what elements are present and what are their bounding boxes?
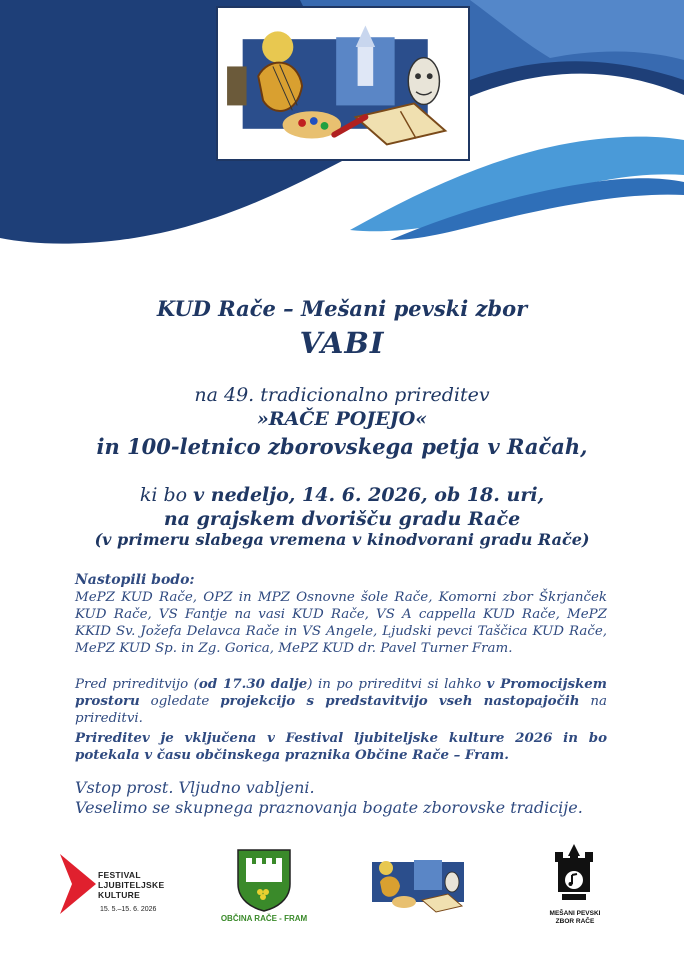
performers-list: MePZ KUD Rače, OPZ in MPZ Osnovne šole Rače, Komorni zbor Škrjanček KUD Rače, VS Fantje na vasi KUD Rače, VS A cappella KUD Rače, MePZ KKID Sv. Jožefa Delavca Rače in VS Angele, Ljudski pevci Taščica KUD Rače, MePZ KUD Sp. in Zg. Gorica, MePZ KUD dr. Pavel Turner Fram. (75, 590, 607, 656)
info-promo-space: v Promocijskem prostoru (75, 676, 607, 709)
mpz-logo-line-2: ZBOR RAČE (555, 918, 595, 925)
closing-line-2: Veselimo se skupnega praznovanja bogate zborovske tradicije. (75, 798, 583, 817)
info-text-3: ogledate (139, 694, 221, 709)
event-when: v nedeljo, 14. 6. 2026, ob 18. uri, (193, 484, 545, 506)
festival-logo-arrow-icon (58, 852, 98, 916)
mpz-logo-line-1: MEŠANI PEVSKI (549, 910, 601, 917)
event-name: »RAČE POJEJO« (256, 408, 428, 430)
organizer-title: KUD Rače – Mešani pevski zbor (156, 296, 528, 321)
info-text-1: Pred prireditvijo ( (75, 677, 199, 692)
event-anniversary: in 100-letnico zborovskega petja v Račah, (96, 434, 588, 459)
festival-note: Prireditev je vključena v Festival ljubiteljske kulture 2026 in bo potekala v času občinskega praznika Občine Rače – Fram. (75, 730, 607, 763)
info-time: od 17.30 dalje (198, 676, 308, 692)
closing-text (75, 778, 583, 818)
festival-logo-line-1: FESTIVAL (98, 870, 141, 880)
header-illustration (216, 6, 470, 161)
info-projection: projekcijo s predstavitvijo vseh nastopajočih (220, 693, 580, 709)
mpz-castle-logo-icon (552, 844, 596, 908)
info-text-4: na prireditvi. (75, 694, 607, 726)
event-when-prefix: ki bo (139, 484, 194, 506)
festival-logo-line-2: LJUBITELJSKE (98, 880, 165, 890)
invite-heading: VABI (299, 326, 385, 360)
event-where: na grajskem dvorišču gradu Rače (163, 508, 521, 530)
promo-info (75, 676, 607, 727)
festival-logo-dates: 15. 5.–15. 6. 2026 (100, 906, 157, 913)
kud-collage-small-icon (364, 852, 470, 914)
event-when-line (0, 484, 684, 506)
mpz-logo-label (540, 910, 610, 926)
festival-logo-text (98, 870, 164, 900)
event-rain-location: (v primeru slabega vremena v kinodvorani gradu Rače) (94, 530, 590, 549)
festival-logo-line-3: KULTURE (98, 890, 141, 900)
info-text-2: ) in po prireditvi si lahko (307, 677, 487, 692)
obcina-logo-label: OBČINA RAČE - FRAM (220, 914, 308, 923)
event-intro: na 49. tradicionalno prireditev (194, 384, 490, 406)
obcina-coat-of-arms-icon (236, 848, 292, 912)
culture-collage-icon (218, 8, 468, 159)
performers-heading: Nastopili bodo: (75, 572, 195, 588)
closing-line-1: Vstop prost. Vljudno vabljeni. (75, 778, 315, 797)
